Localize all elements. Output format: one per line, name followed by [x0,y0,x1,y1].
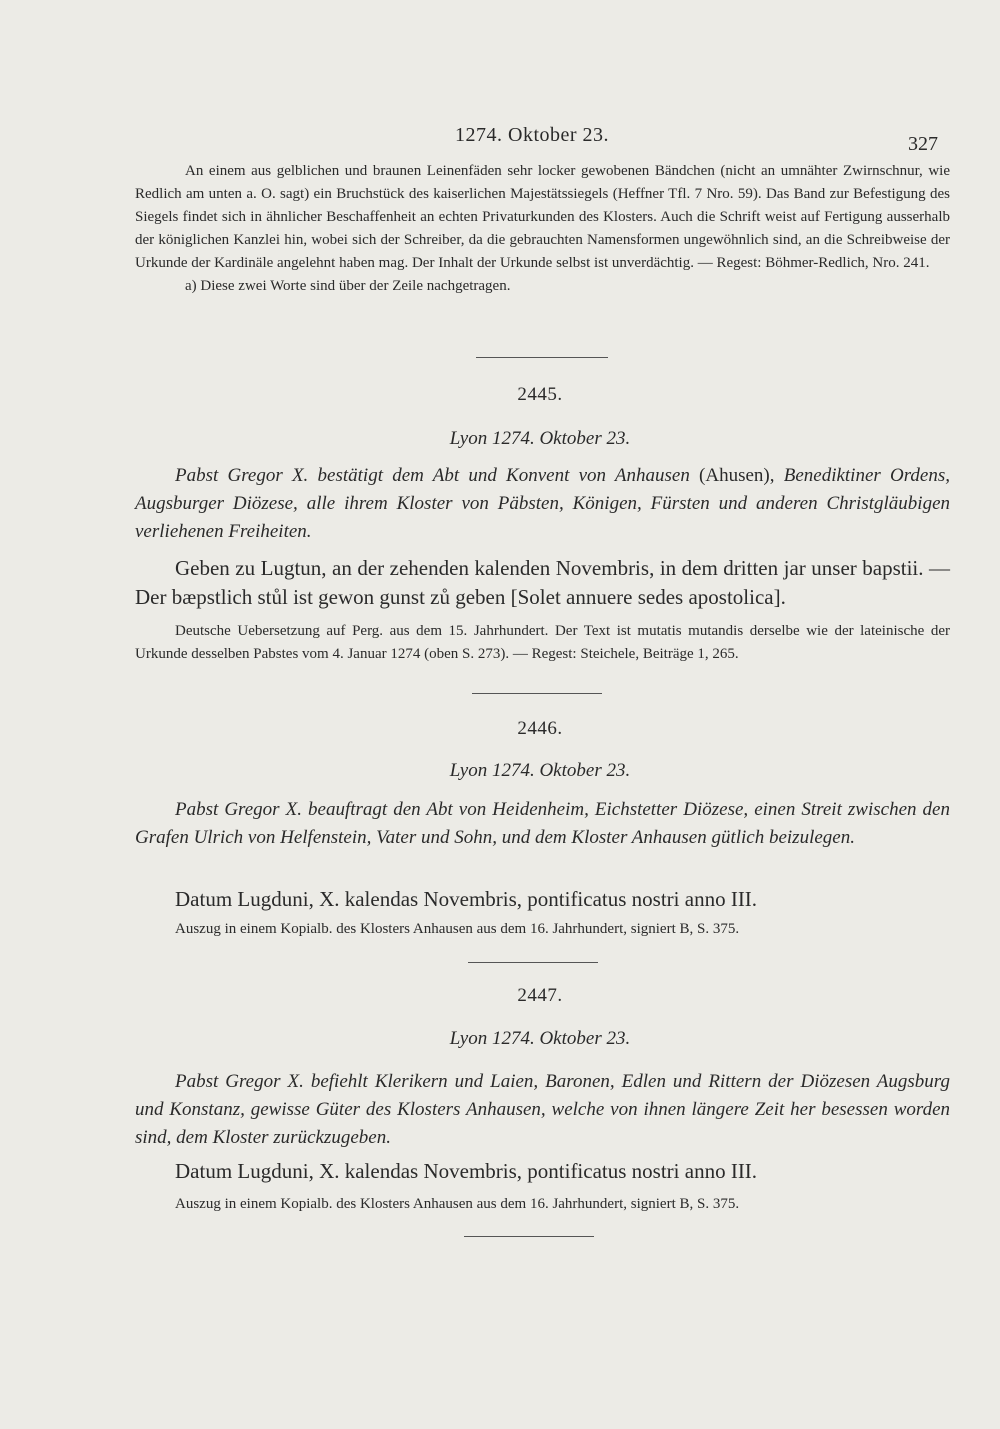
entry-summary-2446 [135,796,950,852]
summary-paren: (Ahusen), [689,465,784,486]
summary-text: Pabst Gregor X. befiehlt Klerikern und Laien, Baronen, Edlen und Rittern der Diözesen Augsburg und Konstanz, gewisse Güter des Klosters Anhausen, welche von ihnen längere Zeit her besessen worden sind, dem Kloster zurückzugeben. [135,1071,950,1148]
preceding-note-text: An einem aus gelblichen und braunen Leinenfäden sehr locker gewobenen Bändchen (nicht an umnähter Zwirnschnur, wie Redlich am unten a. O. sagt) ein Bruchstück des kaiserlichen Majestätssiegels (Heffner Tfl. 7 Nro. 59). Das Band zur Befestigung des Siegels findet sich in ähnlicher Beschaffenheit an echten Privaturkunden des Klosters. Auch die Schrift weist auf Fertigung ausserhalb der königlichen Kanzlei hin, wobei sich der Schreiber, da die gebrauchten Namensformen ungewöhnlich sind, an die Schreibweise der Urkunde der Kardinäle angelehnt haben mag. Der Inhalt der Urkunde selbst ist unverdächtig. — Regest: Böhmer-Redlich, Nro. 241. [135,163,950,271]
section-divider [476,357,608,358]
entry-source-2446 [135,918,950,941]
dating-text: Geben zu Lugtun, an der zehenden kalenden Novembris, in dem dritten jar unser bapstii. — Der bæpstlich stůl ist gewon gunst zů geben [Solet annuere sedes apostolica]. [135,556,950,609]
entry-place-date-2446: Lyon 1274. Oktober 23. [449,760,631,781]
entry-number-2446: 2446. [517,718,563,739]
entry-number-2445: 2445. [517,384,563,405]
section-divider [468,962,598,963]
summary-text: Pabst Gregor X. beauftragt den Abt von Heidenheim, Eichstetter Diözese, einen Streit zwischen den Grafen Ulrich von Helfenstein, Vater und Sohn, und dem Kloster Anhausen gütlich beizulegen. [135,799,950,848]
source-text: Auszug in einem Kopialb. des Klosters Anhausen aus dem 16. Jahrhundert, signiert B, S. 375. [175,1196,740,1212]
source-text: Auszug in einem Kopialb. des Klosters Anhausen aus dem 16. Jahrhundert, signiert B, S. 375. [175,921,740,937]
dating-text: Datum Lugduni, X. kalendas Novembris, pontificatus nostri anno III. [175,1159,758,1183]
running-head: 1274. Oktober 23. [455,124,610,146]
dating-text: Datum Lugduni, X. kalendas Novembris, pontificatus nostri anno III. [175,887,758,911]
page-number: 327 [908,133,938,155]
summary-part-a: Pabst Gregor X. bestätigt dem Abt und Konvent von Anhausen [175,465,690,486]
entry-dating-2447 [135,1157,950,1186]
section-divider [464,1236,594,1237]
entry-number-2447: 2447. [517,985,563,1006]
entry-dating-2446 [135,885,950,914]
entry-place-date-2445: Lyon 1274. Oktober 23. [449,428,631,449]
section-divider [472,693,602,694]
entry-summary-2445 [135,462,950,546]
preceding-note [135,160,950,298]
entry-place-date-2447: Lyon 1274. Oktober 23. [449,1028,631,1049]
entry-summary-2447 [135,1068,950,1152]
entry-source-2445 [135,620,950,666]
summary-part-b: Benediktiner Ordens, Augsburger Diözese, alle ihrem Kloster von Päbsten, Königen, Fürsten und anderen Christgläubigen verliehenen Freiheiten. [135,465,950,542]
footnote: a) Diese zwei Worte sind über der Zeile nachgetragen. [185,278,511,294]
entry-dating-2445 [135,554,950,612]
entry-source-2447 [135,1193,950,1216]
source-text: Deutsche Uebersetzung auf Perg. aus dem 15. Jahrhundert. Der Text ist mutatis mutandis derselbe wie der lateinische der Urkunde desselben Pabstes vom 4. Januar 1274 (oben S. 273). — Regest: Steichele, Beiträge 1, 265. [135,623,950,662]
